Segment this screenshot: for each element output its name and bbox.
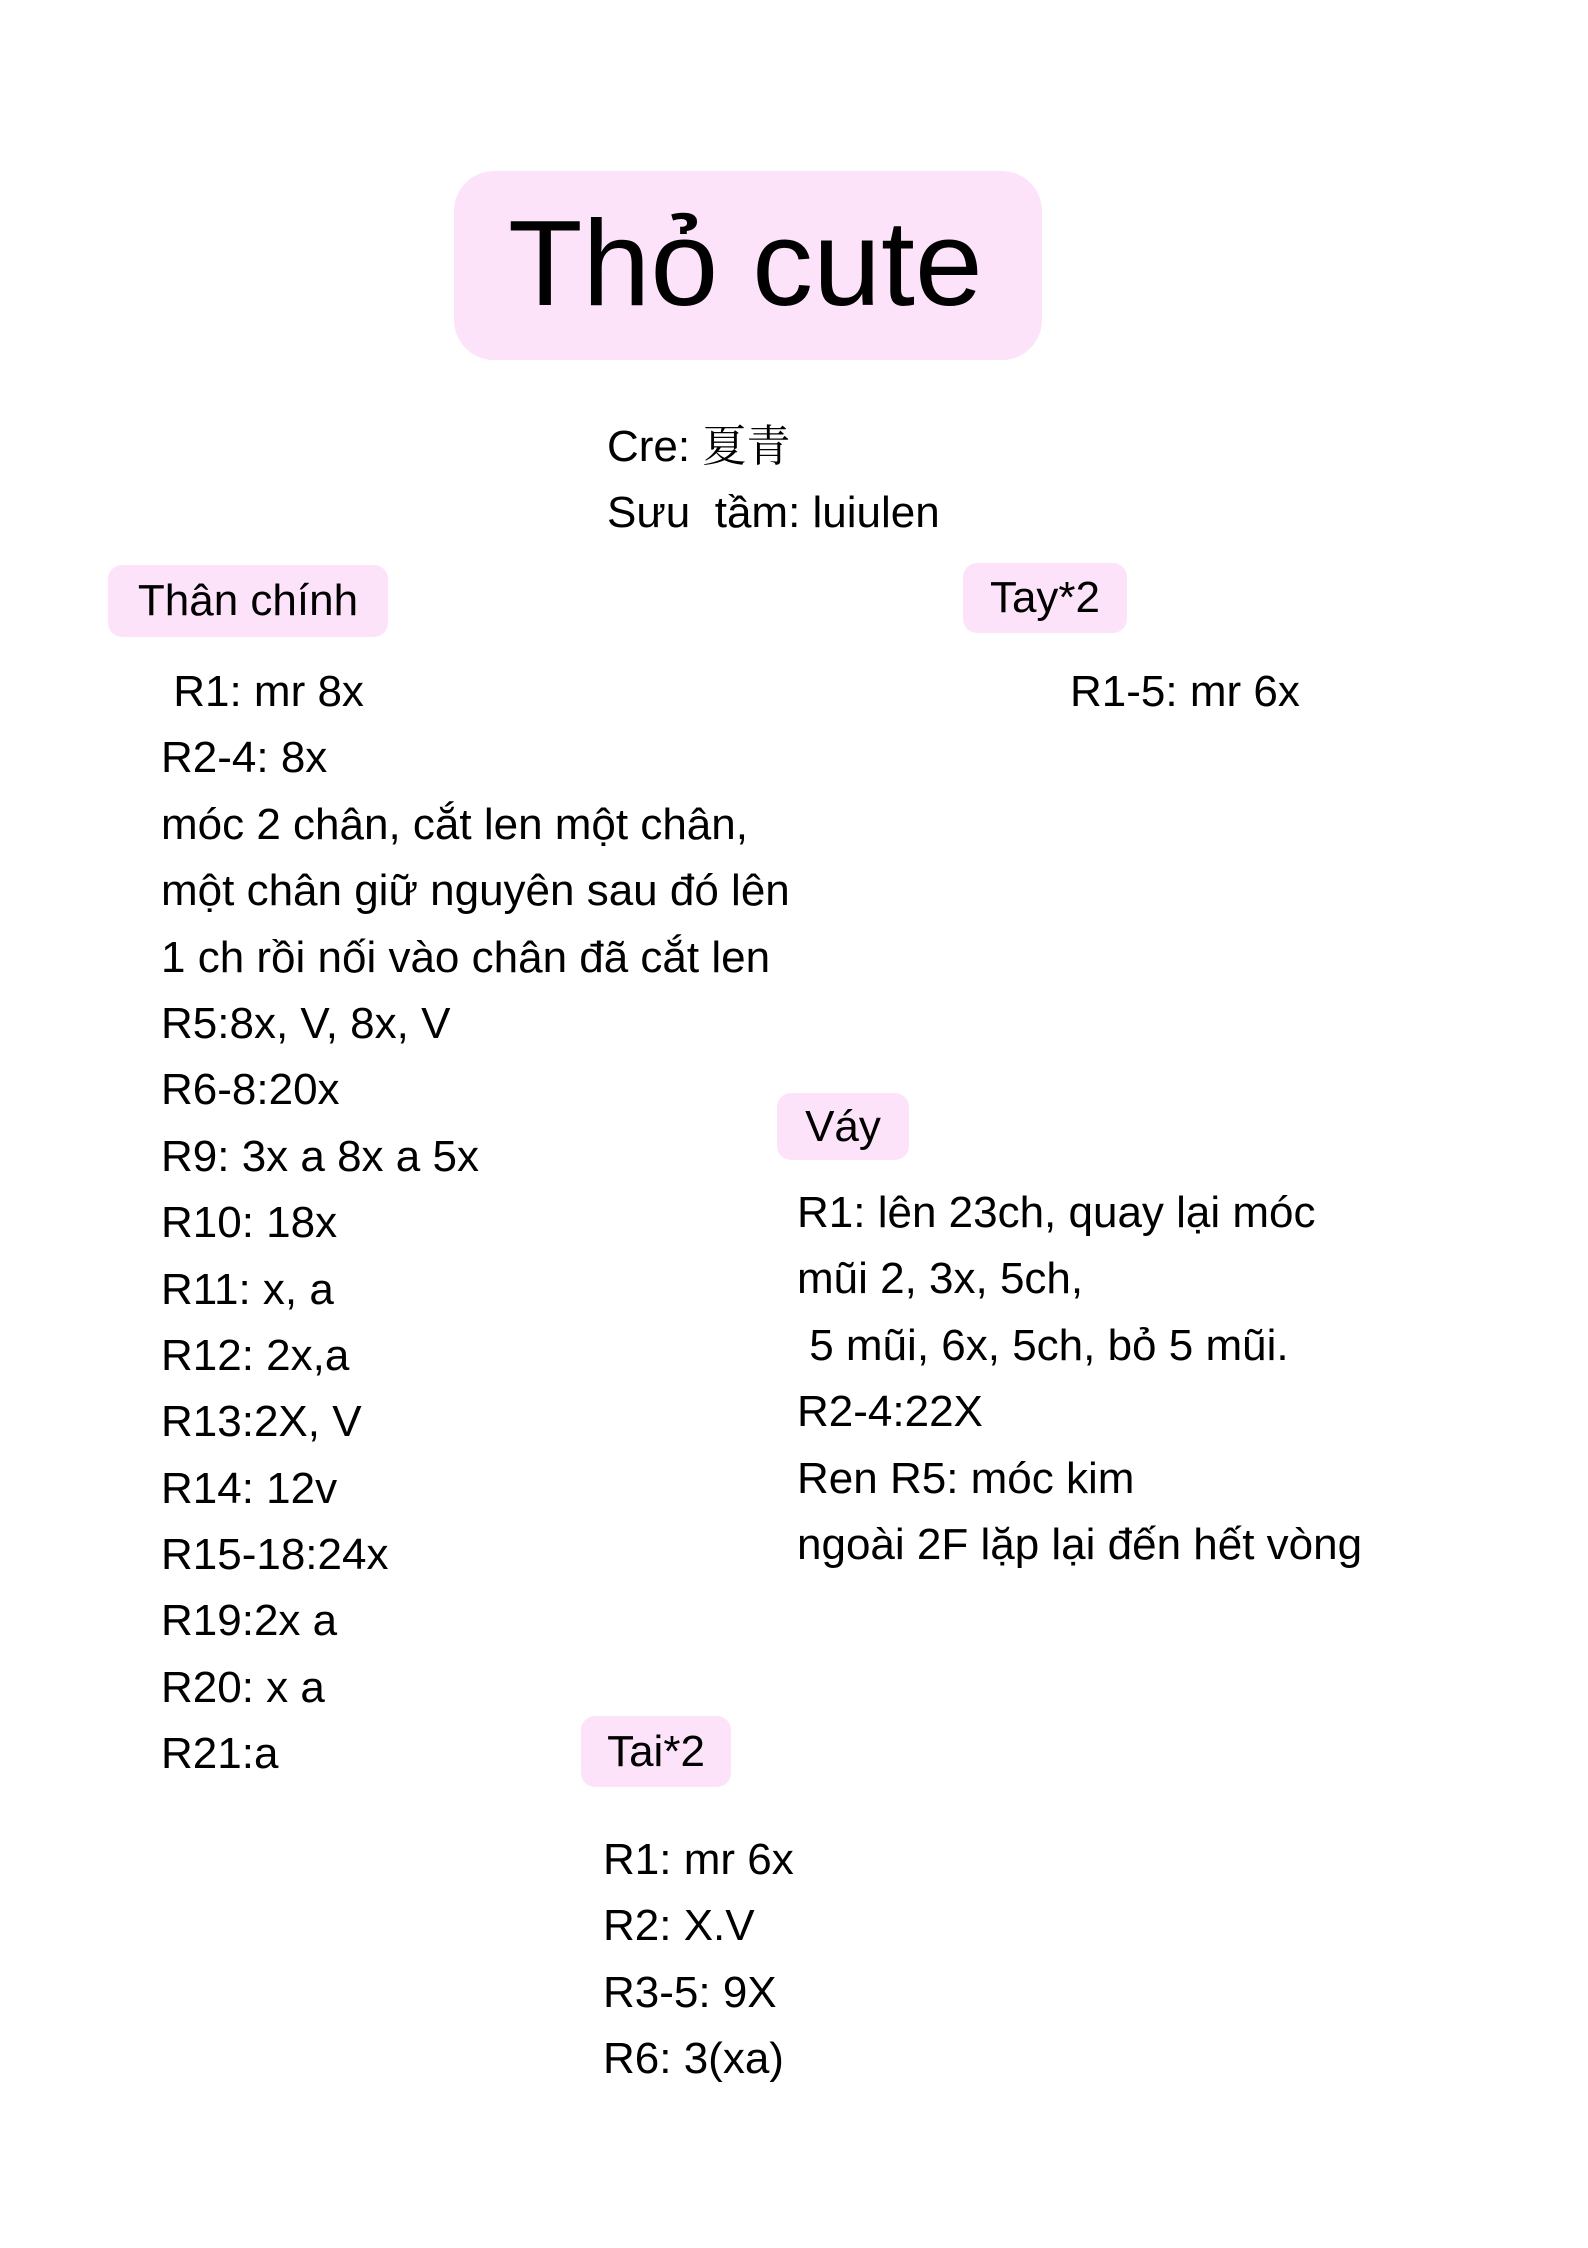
instruction-line: R14: 12v	[161, 1463, 338, 1513]
arms-instructions	[1070, 667, 1300, 733]
instruction-line: R1: mr 6x	[603, 1835, 794, 1884]
instruction-line: R5:8x, V, 8x, V	[161, 998, 451, 1048]
instruction-line: R21:a	[161, 1729, 279, 1779]
section-heading-ears: Tai*2	[581, 1716, 731, 1787]
section-heading-arms: Tay*2	[963, 563, 1127, 633]
instruction-line: R6-8:20x	[161, 1065, 340, 1115]
skirt-instructions	[797, 1188, 1362, 1586]
body-instructions	[161, 667, 790, 1796]
instruction-line: R10: 18x	[161, 1198, 338, 1248]
ears-instructions	[603, 1835, 794, 2101]
instruction-line: mũi 2, 3x, 5ch,	[797, 1254, 1084, 1304]
instruction-line: R19:2x a	[161, 1596, 338, 1646]
instruction-line: ngoài 2F lặp lại đến hết vòng	[797, 1519, 1363, 1569]
instruction-line: Ren R5: móc kim	[797, 1453, 1135, 1503]
instruction-line: 5 mũi, 6x, 5ch, bỏ 5 mũi.	[797, 1320, 1289, 1370]
instruction-line: R1: lên 23ch, quay lại móc	[797, 1188, 1316, 1237]
instruction-line: R6: 3(xa)	[603, 2034, 784, 2084]
instruction-line: R13:2X, V	[161, 1397, 362, 1447]
instruction-line: một chân giữ nguyên sau đó lên	[161, 866, 790, 916]
instruction-line: R15-18:24x	[161, 1530, 389, 1580]
section-heading-body: Thân chính	[108, 565, 388, 637]
instruction-line: R9: 3x a 8x a 5x	[161, 1131, 479, 1181]
credit-collector: Sưu tầm: luiulen	[607, 488, 940, 537]
section-heading-skirt: Váy	[777, 1093, 909, 1160]
instruction-line: R20: x a	[161, 1662, 325, 1712]
credit-creator: Cre: 夏青	[607, 422, 791, 471]
instruction-line: R1: mr 8x	[161, 667, 364, 716]
instruction-line: R2-4: 8x	[161, 733, 328, 783]
instruction-line: 1 ch rồi nối vào chân đã cắt len	[161, 932, 771, 982]
instruction-line: R2-4:22X	[797, 1387, 983, 1437]
instruction-line: R1-5: mr 6x	[1070, 667, 1300, 716]
instruction-line: R2: X.V	[603, 1901, 755, 1951]
instruction-line: móc 2 chân, cắt len một chân,	[161, 799, 748, 849]
instruction-line: R11: x, a	[161, 1264, 334, 1314]
page-title: Thỏ cute	[508, 195, 983, 331]
instruction-line: R3-5: 9X	[603, 1967, 777, 2017]
instruction-line: R12: 2x,a	[161, 1330, 350, 1380]
